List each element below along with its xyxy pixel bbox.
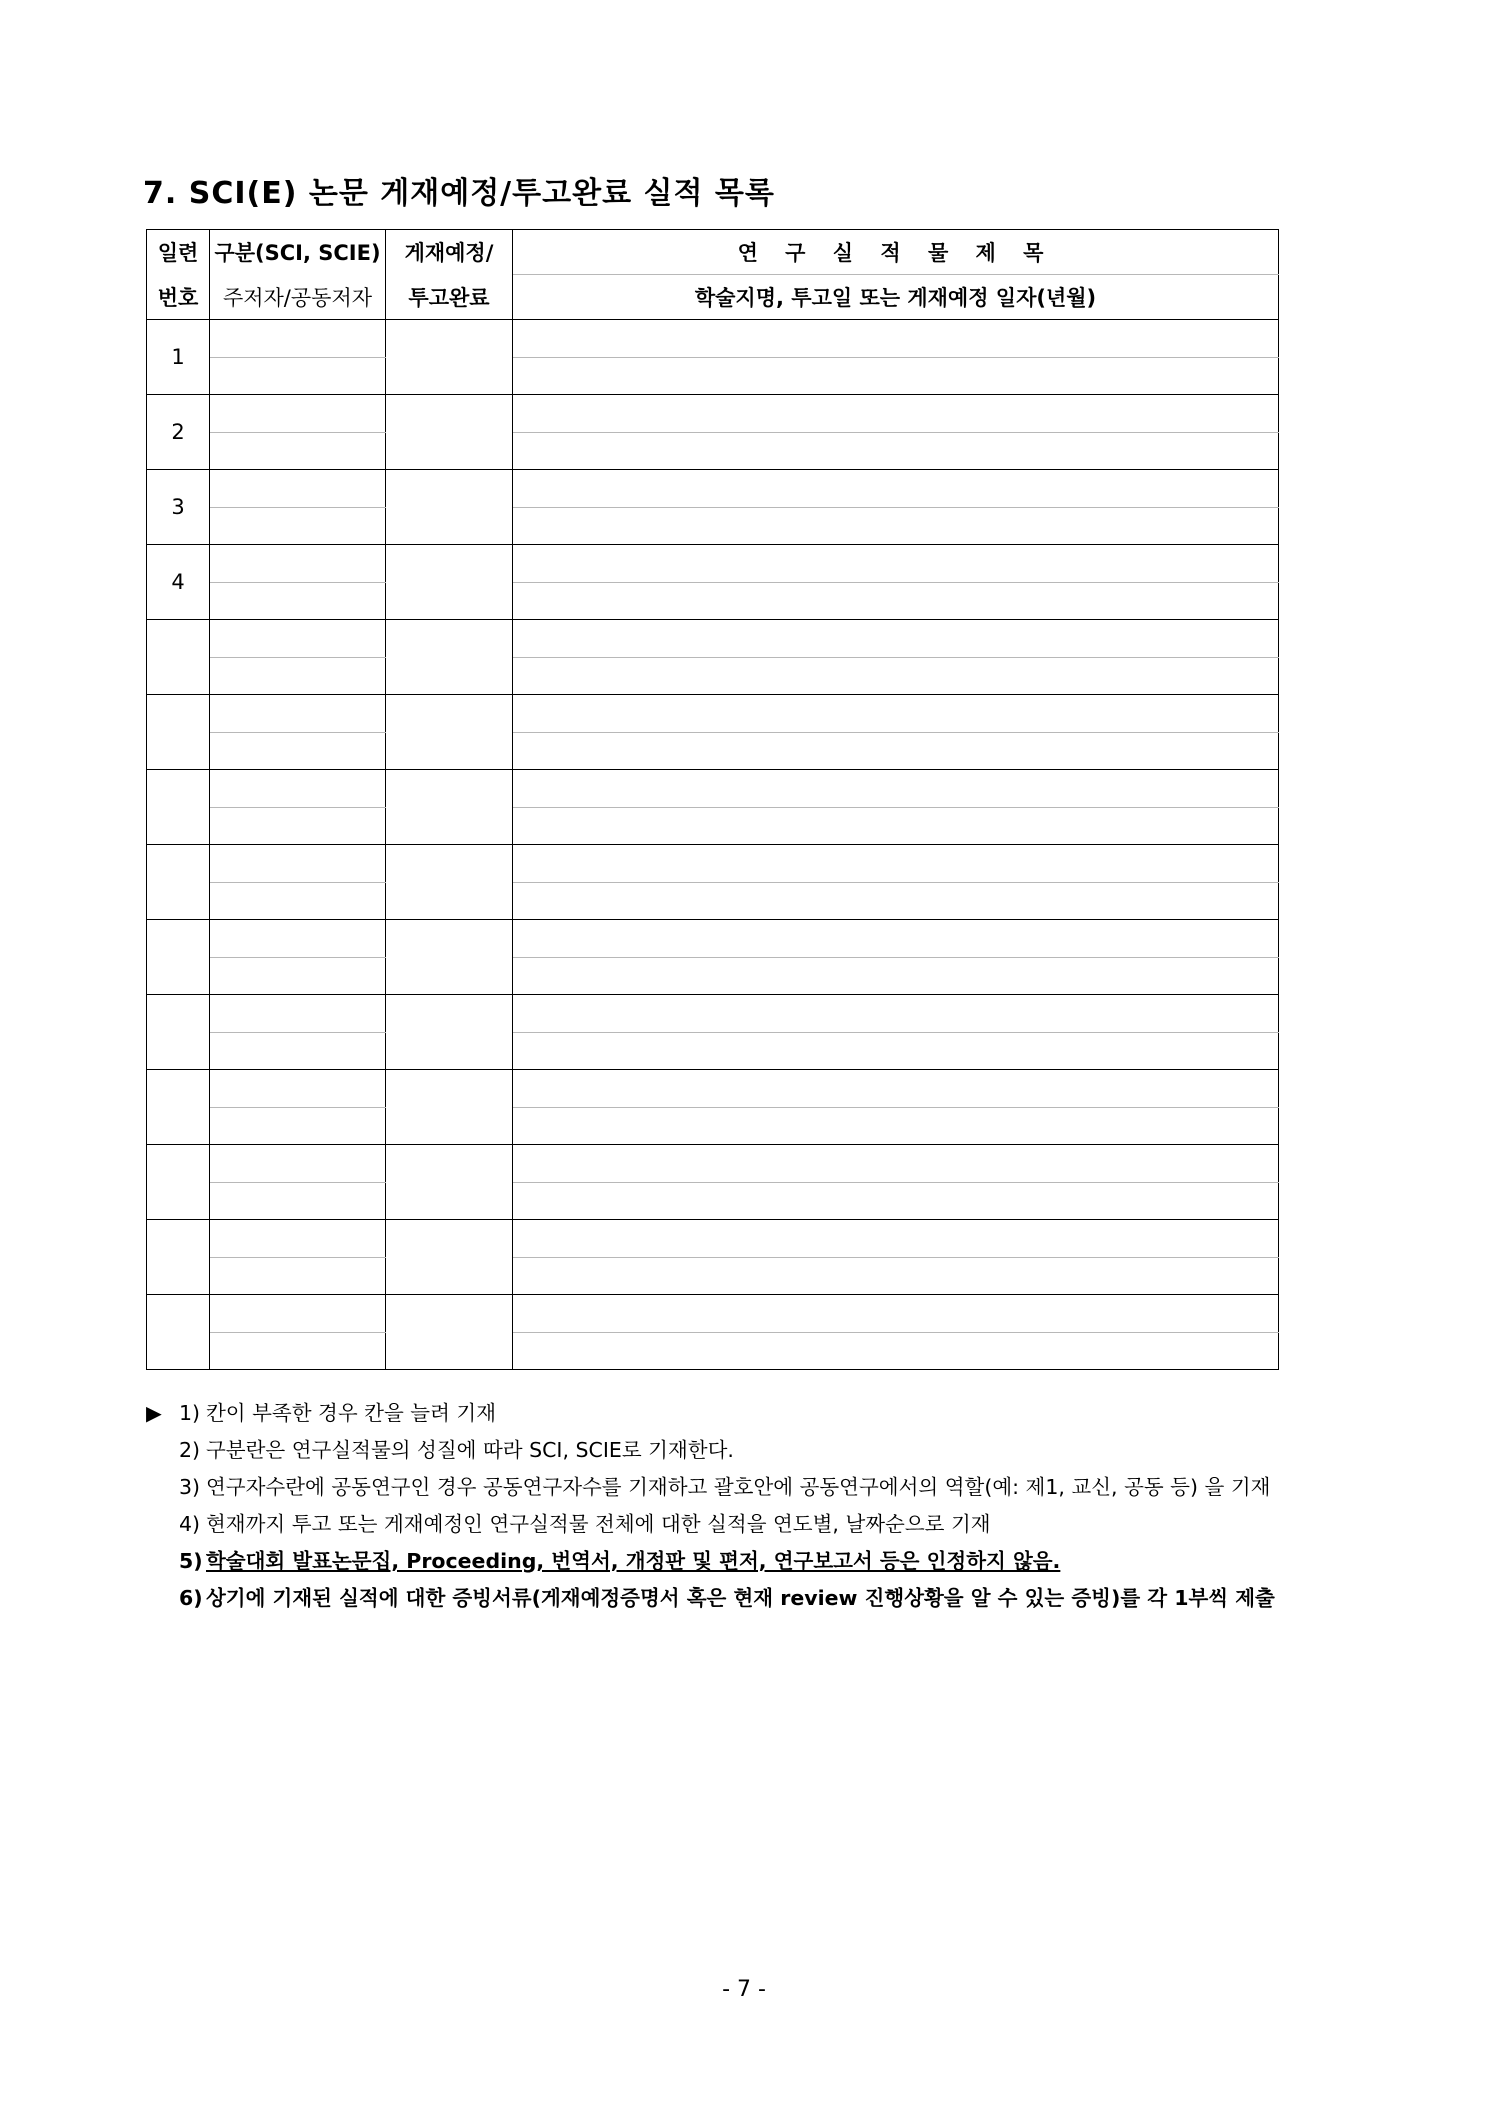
note-item: [146, 1506, 1356, 1543]
status-cell[interactable]: [386, 1070, 513, 1145]
header-title-bottom: 학술지명, 투고일 또는 게재예정 일자(년월): [513, 275, 1279, 320]
entry-row: [147, 1295, 1279, 1333]
status-cell[interactable]: [386, 1295, 513, 1370]
author-role-cell[interactable]: [210, 583, 386, 620]
note-text: 학술대회 발표논문집, Proceeding, 번역서, 개정판 및 편저, 연구보고서 등은 인정하지 않음.: [206, 1549, 1061, 1573]
author-role-cell[interactable]: [210, 1183, 386, 1220]
entry-row: [147, 920, 1279, 958]
status-cell[interactable]: [386, 320, 513, 395]
status-cell[interactable]: [386, 845, 513, 920]
author-role-cell[interactable]: [210, 733, 386, 770]
note-text: 칸이 부족한 경우 칸을 늘려 기재: [206, 1401, 497, 1425]
journal-date-cell[interactable]: [513, 433, 1279, 470]
title-cell[interactable]: [513, 920, 1279, 958]
entry-row-sub: [147, 1258, 1279, 1295]
journal-date-cell[interactable]: [513, 1033, 1279, 1070]
entry-row-sub: [147, 508, 1279, 545]
note-item: [146, 1432, 1356, 1469]
note-item: [146, 1469, 1356, 1506]
author-role-cell[interactable]: [210, 658, 386, 695]
entry-row-sub: [147, 1033, 1279, 1070]
row-number: [147, 995, 210, 1070]
title-cell[interactable]: [513, 320, 1279, 358]
status-cell[interactable]: [386, 995, 513, 1070]
title-cell[interactable]: [513, 620, 1279, 658]
status-cell[interactable]: [386, 545, 513, 620]
header-category-top: 구분(SCI, SCIE): [210, 230, 386, 275]
note-item: [146, 1580, 1356, 1617]
journal-date-cell[interactable]: [513, 808, 1279, 845]
entry-row: [147, 545, 1279, 583]
note-number: 3): [179, 1475, 201, 1499]
entry-row: [147, 320, 1279, 358]
entry-row-sub: [147, 883, 1279, 920]
title-cell[interactable]: [513, 470, 1279, 508]
entry-row: [147, 620, 1279, 658]
header-serial-bottom: 번호: [147, 275, 210, 320]
journal-date-cell[interactable]: [513, 658, 1279, 695]
title-cell[interactable]: [513, 1220, 1279, 1258]
entry-row-sub: [147, 733, 1279, 770]
category-cell[interactable]: [210, 545, 386, 583]
category-cell[interactable]: [210, 695, 386, 733]
status-cell[interactable]: [386, 920, 513, 995]
note-number: 1): [179, 1401, 201, 1425]
entry-row: [147, 1145, 1279, 1183]
author-role-cell[interactable]: [210, 508, 386, 545]
entry-row-sub: [147, 433, 1279, 470]
notes-section: [146, 1395, 1356, 1617]
entry-row-sub: [147, 808, 1279, 845]
page-title: 7. SCI(E) 논문 게재예정/투고완료 실적 목록: [143, 176, 775, 211]
title-cell[interactable]: [513, 395, 1279, 433]
achievement-table: [146, 229, 1279, 1370]
note-number: 5): [179, 1549, 203, 1573]
note-text: 상기에 기재된 실적에 대한 증빙서류(게재예정증명서 혹은 현재 review 진행상황을 알 수 있는 증빙)를 각 1부씩 제출: [206, 1586, 1275, 1610]
entry-row-sub: [147, 583, 1279, 620]
status-cell[interactable]: [386, 1220, 513, 1295]
row-number: [147, 1295, 210, 1370]
author-role-cell[interactable]: [210, 808, 386, 845]
header-serial-top: 일련: [147, 230, 210, 275]
journal-date-cell[interactable]: [513, 508, 1279, 545]
author-role-cell[interactable]: [210, 958, 386, 995]
header-row-bottom: [147, 275, 1279, 320]
entry-row: [147, 1070, 1279, 1108]
note-text: 연구자수란에 공동연구인 경우 공동연구자수를 기재하고 괄호안에 공동연구에서의 역할(예: 제1, 교신, 공동 등) 을 기재: [206, 1475, 1271, 1499]
row-number: [147, 1145, 210, 1220]
row-number: [147, 1220, 210, 1295]
journal-date-cell[interactable]: [513, 1108, 1279, 1145]
row-number: 2: [147, 395, 210, 470]
row-number: [147, 620, 210, 695]
category-cell[interactable]: [210, 470, 386, 508]
category-cell[interactable]: [210, 845, 386, 883]
category-cell[interactable]: [210, 1220, 386, 1258]
triangle-marker-icon: ▶: [146, 1401, 162, 1425]
category-cell[interactable]: [210, 1070, 386, 1108]
row-number: [147, 770, 210, 845]
title-cell[interactable]: [513, 1070, 1279, 1108]
row-number: 4: [147, 545, 210, 620]
author-role-cell[interactable]: [210, 1333, 386, 1370]
note-item: [146, 1395, 1356, 1432]
entry-row-sub: [147, 958, 1279, 995]
entry-row-sub: [147, 658, 1279, 695]
note-text: 구분란은 연구실적물의 성질에 따라 SCI, SCIE로 기재한다.: [206, 1438, 734, 1462]
category-cell[interactable]: [210, 1145, 386, 1183]
entry-row-sub: [147, 1333, 1279, 1370]
status-cell[interactable]: [386, 470, 513, 545]
entry-row: [147, 770, 1279, 808]
status-cell[interactable]: [386, 695, 513, 770]
status-cell[interactable]: [386, 395, 513, 470]
entry-row: [147, 845, 1279, 883]
row-number: [147, 695, 210, 770]
title-cell[interactable]: [513, 995, 1279, 1033]
entry-row-sub: [147, 358, 1279, 395]
title-cell[interactable]: [513, 545, 1279, 583]
entry-row-sub: [147, 1108, 1279, 1145]
header-row-top: [147, 230, 1279, 275]
category-cell[interactable]: [210, 1295, 386, 1333]
author-role-cell[interactable]: [210, 1258, 386, 1295]
entry-row: [147, 695, 1279, 733]
author-role-cell[interactable]: [210, 358, 386, 395]
row-number: [147, 1070, 210, 1145]
journal-date-cell[interactable]: [513, 733, 1279, 770]
status-cell[interactable]: [386, 620, 513, 695]
row-number: [147, 845, 210, 920]
row-number: 1: [147, 320, 210, 395]
note-number: 4): [179, 1512, 201, 1536]
title-cell[interactable]: [513, 770, 1279, 808]
entry-row: [147, 995, 1279, 1033]
journal-date-cell[interactable]: [513, 1258, 1279, 1295]
category-cell[interactable]: [210, 620, 386, 658]
note-item: [146, 1543, 1356, 1580]
category-cell[interactable]: [210, 920, 386, 958]
status-cell[interactable]: [386, 1145, 513, 1220]
note-text: 현재까지 투고 또는 게재예정인 연구실적물 전체에 대한 실적을 연도별, 날짜순으로 기재: [206, 1512, 991, 1536]
header-title-top: 연 구 실 적 물 제 목: [513, 230, 1279, 275]
author-role-cell[interactable]: [210, 883, 386, 920]
category-cell[interactable]: [210, 770, 386, 808]
title-cell[interactable]: [513, 1145, 1279, 1183]
journal-date-cell[interactable]: [513, 1183, 1279, 1220]
journal-date-cell[interactable]: [513, 583, 1279, 620]
note-number: 2): [179, 1438, 201, 1462]
header-status-top: 게재예정/: [386, 230, 513, 275]
author-role-cell[interactable]: [210, 1033, 386, 1070]
page-number: - 7 -: [722, 1977, 766, 2002]
journal-date-cell[interactable]: [513, 358, 1279, 395]
entry-row-sub: [147, 1183, 1279, 1220]
journal-date-cell[interactable]: [513, 1333, 1279, 1370]
note-number: 6): [179, 1586, 203, 1610]
row-number: [147, 920, 210, 995]
title-cell[interactable]: [513, 1295, 1279, 1333]
header-status-bottom: 투고완료: [386, 275, 513, 320]
journal-date-cell[interactable]: [513, 958, 1279, 995]
row-number: 3: [147, 470, 210, 545]
journal-date-cell[interactable]: [513, 883, 1279, 920]
category-cell[interactable]: [210, 995, 386, 1033]
category-cell[interactable]: [210, 320, 386, 358]
header-category-bottom: 주저자/공동저자: [210, 275, 386, 320]
entry-row: [147, 395, 1279, 433]
author-role-cell[interactable]: [210, 433, 386, 470]
entry-row: [147, 1220, 1279, 1258]
title-cell[interactable]: [513, 695, 1279, 733]
category-cell[interactable]: [210, 395, 386, 433]
title-cell[interactable]: [513, 845, 1279, 883]
entry-row: [147, 470, 1279, 508]
status-cell[interactable]: [386, 770, 513, 845]
author-role-cell[interactable]: [210, 1108, 386, 1145]
